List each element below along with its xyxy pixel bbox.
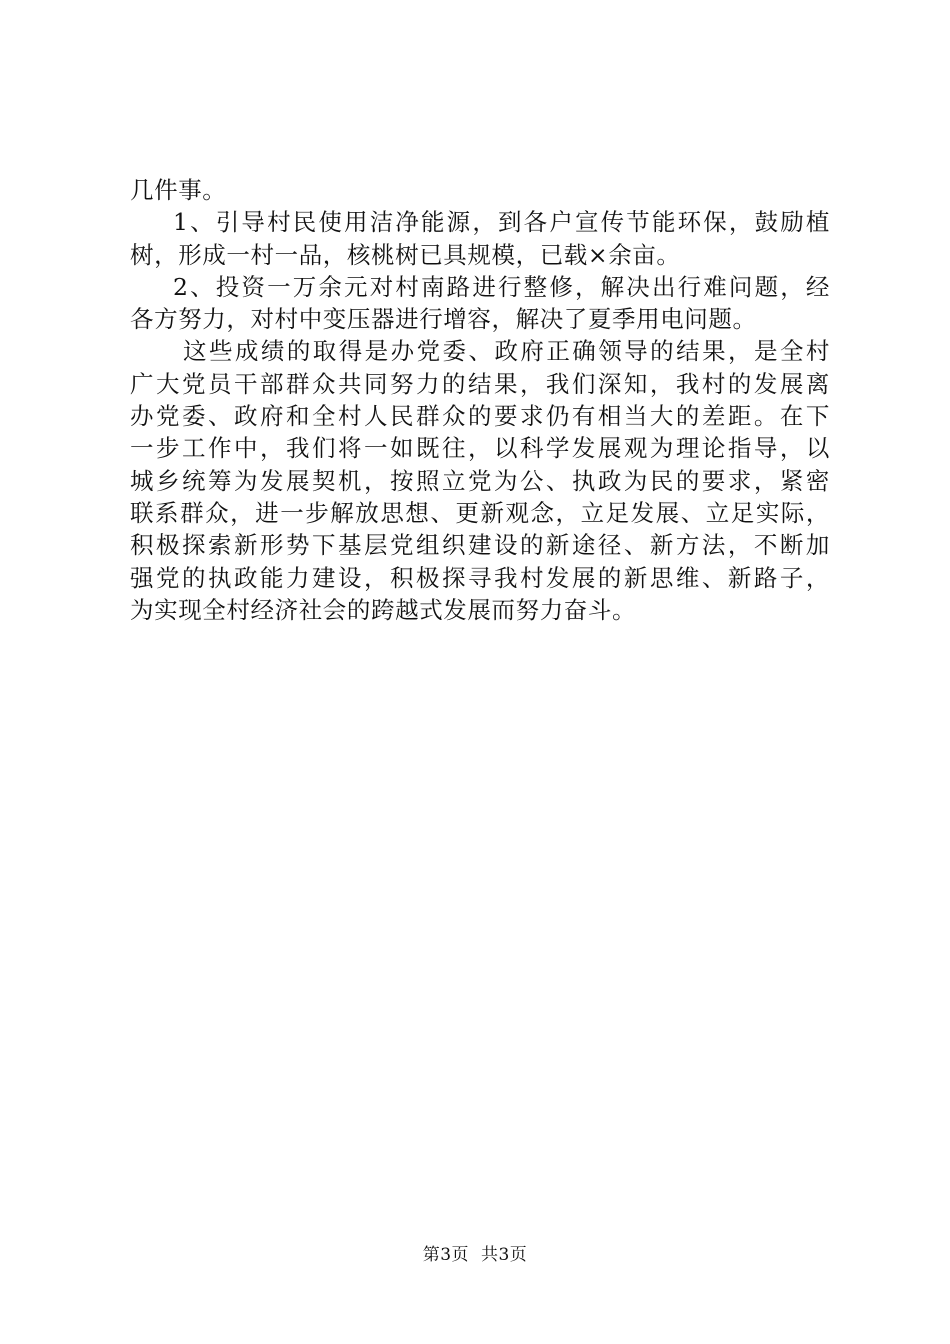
paragraph-line: 强党的执政能力建设，积极探寻我村发展的新思维、新路子， <box>130 563 830 592</box>
paragraph-line: 为实现全村经济社会的跨越式发展而努力奋斗。 <box>130 595 637 624</box>
paragraph-line: 2、投资一万余元对村南路进行整修，解决出行难问题，经 <box>173 272 830 301</box>
page-number-total: 共3页 <box>480 1245 528 1265</box>
paragraph-line: 办党委、政府和全村人民群众的要求仍有相当大的差距。在下 <box>130 402 830 431</box>
paragraph-line: 各方努力，对村中变压器进行增容，解决了夏季用电问题。 <box>130 305 757 334</box>
paragraph-line: 城乡统筹为发展契机，按照立党为公、执政为民的要求，紧密 <box>130 466 830 495</box>
paragraph-line: 联系群众，进一步解放思想、更新观念，立足发展、立足实际， <box>130 498 830 527</box>
paragraph-line: 积极探索新形势下基层党组织建设的新途径、新方法，不断加 <box>130 531 830 560</box>
page-footer <box>0 1244 950 1266</box>
paragraph-line: 几件事。 <box>130 176 227 204</box>
document-body <box>130 174 830 626</box>
paragraph-line: 1、引导村民使用洁净能源，到各户宣传节能环保，鼓励植 <box>173 208 830 237</box>
paragraph-line: 树，形成一村一品，核桃树已具规模，已载×余亩。 <box>130 240 681 269</box>
paragraph-line: 一步工作中，我们将一如既往，以科学发展观为理论指导，以 <box>130 434 830 463</box>
page-number-current: 第3页 <box>422 1245 470 1265</box>
paragraph-line: 这些成绩的取得是办党委、政府正确领导的结果，是全村 <box>183 337 830 366</box>
paragraph-line: 广大党员干部群众共同努力的结果，我们深知，我村的发展离 <box>130 369 830 398</box>
